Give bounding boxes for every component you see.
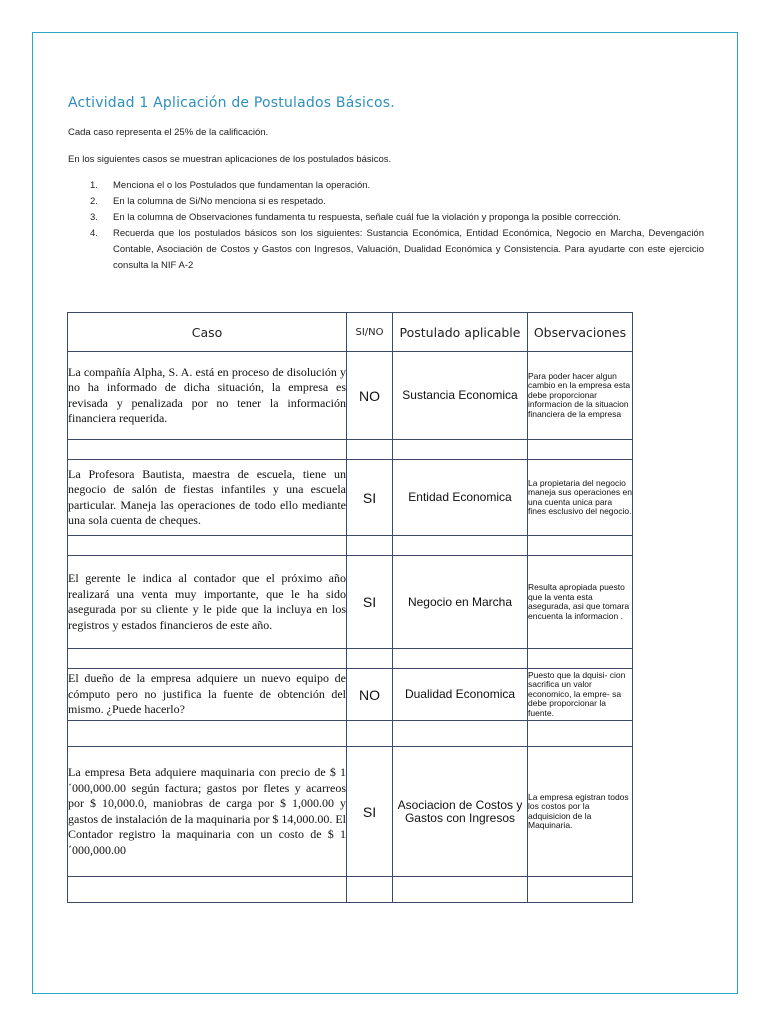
table-row	[68, 352, 633, 440]
si-no-cell: NO	[347, 352, 393, 440]
caso-cell: La Profesora Bautista, maestra de escuela, tiene un negocio de salón de fiestas infantiles y una escuela particular. Maneja las operaciones de todo ello mediante una sola cuenta de cheques.	[68, 460, 347, 536]
empty-cell	[347, 877, 393, 903]
header-postulado: Postulado aplicable	[393, 313, 528, 352]
caso-cell: El gerente le indica al contador que el próximo año realizará una venta muy importante, que le ha sido asegurada por su cliente y le pide que la incluya en los registros y estados financieros de este año.	[68, 556, 347, 649]
empty-cell	[528, 877, 633, 903]
si-no-cell: SI	[347, 556, 393, 649]
instructions-list	[68, 178, 704, 274]
instruction-text: Recuerda que los postulados básicos son los siguientes: Sustancia Económica, Entidad Económica, Negocio en Marcha, Devengación Contable, Asociación de Costos y Gastos con Ingresos, Valuación, Dualidad Económica y Consistencia. Para ayudarte con este ejercicio consulta la NIF A-2	[113, 228, 704, 271]
instruction-item	[68, 194, 704, 210]
spacer-row	[68, 649, 633, 669]
caso-cell: La empresa Beta adquiere maquinaria con precio de $ 1´000,000.00 según factura; gastos por fletes y acarreos por $ 10,000.0, maniobras de carga por $ 1,000.00 y gastos de instalación de la maquinaria por $ 14,000.00. El Contador registro la maquinaria con un costo de $ 1´000,000.00	[68, 747, 347, 877]
intro-text: En los siguientes casos se muestran aplicaciones de los postulados básicos.	[68, 154, 392, 165]
empty-cell	[393, 721, 528, 747]
empty-cell	[528, 649, 633, 669]
instruction-number: 1.	[90, 180, 98, 191]
instruction-text: En la columna de Si/No menciona si es respetado.	[113, 196, 326, 207]
postulado-cell: Sustancia Economica	[393, 352, 528, 440]
header-si-no: SI/NO	[347, 313, 393, 352]
table-row	[68, 460, 633, 536]
empty-cell	[393, 536, 528, 556]
table-header-row	[68, 313, 633, 352]
observaciones-cell: Para poder hacer algun cambio en la empresa esta debe proporcionar informacion de la situacion financiera de la empresa	[528, 352, 633, 440]
instruction-number: 4.	[90, 228, 98, 239]
postulado-cell: Entidad Economica	[393, 460, 528, 536]
instruction-item	[68, 226, 704, 274]
empty-cell	[68, 721, 347, 747]
header-observaciones: Observaciones	[528, 313, 633, 352]
activity-title: Actividad 1 Aplicación de Postulados Básicos.	[68, 95, 395, 111]
empty-cell	[347, 536, 393, 556]
instruction-text: Menciona el o los Postulados que fundamentan la operación.	[113, 180, 371, 191]
empty-cell	[347, 649, 393, 669]
header-caso: Caso	[68, 313, 347, 352]
grading-note: Cada caso representa el 25% de la calificación.	[68, 127, 269, 138]
instruction-number: 3.	[90, 212, 98, 223]
instruction-item	[68, 178, 704, 194]
empty-cell	[347, 721, 393, 747]
si-no-cell: SI	[347, 747, 393, 877]
empty-cell	[68, 440, 347, 460]
empty-cell	[528, 440, 633, 460]
postulado-cell: Dualidad Economica	[393, 669, 528, 721]
instruction-text: En la columna de Observaciones fundamenta tu respuesta, señale cuál fue la violación y proponga la posible corrección.	[113, 212, 622, 223]
empty-cell	[347, 440, 393, 460]
empty-cell	[68, 649, 347, 669]
empty-cell	[393, 877, 528, 903]
caso-cell: El dueño de la empresa adquiere un nuevo equipo de cómputo pero no justifica la fuente de obtención del mismo. ¿Puede hacerlo?	[68, 669, 347, 721]
table-row	[68, 669, 633, 721]
empty-cell	[393, 649, 528, 669]
empty-cell	[528, 721, 633, 747]
spacer-row	[68, 440, 633, 460]
observaciones-cell: La propietaria del negocio maneja sus operaciones en una cuenta unica para fines esclusivo del negocio.	[528, 460, 633, 536]
observaciones-cell: La empresa egistran todos los costos por la adquisicion de la Maquinaria.	[528, 747, 633, 877]
caso-cell: La compañía Alpha, S. A. está en proceso de disolución y no ha informado de dicha situación, la empresa es revisada y penalizada por no tener la información financiera requerida.	[68, 352, 347, 440]
spacer-row	[68, 877, 633, 903]
table-row	[68, 556, 633, 649]
postulado-cell: Asociacion de Costos y Gastos con Ingresos	[393, 747, 528, 877]
observaciones-cell: Puesto que la dquisi- cion sacrifica un valor economico, la empre- sa debe proporcionar la fuente.	[528, 669, 633, 721]
instruction-number: 2.	[90, 196, 98, 207]
cases-table	[67, 312, 633, 903]
spacer-row	[68, 536, 633, 556]
postulado-cell: Negocio en Marcha	[393, 556, 528, 649]
empty-cell	[68, 877, 347, 903]
empty-cell	[528, 536, 633, 556]
empty-cell	[393, 440, 528, 460]
empty-cell	[68, 536, 347, 556]
observaciones-cell: Resulta apropiada puesto que la venta esta asegurada, asi que tomara encuenta la informacion .	[528, 556, 633, 649]
spacer-row	[68, 721, 633, 747]
si-no-cell: NO	[347, 669, 393, 721]
table-row	[68, 747, 633, 877]
si-no-cell: SI	[347, 460, 393, 536]
instruction-item	[68, 210, 704, 226]
